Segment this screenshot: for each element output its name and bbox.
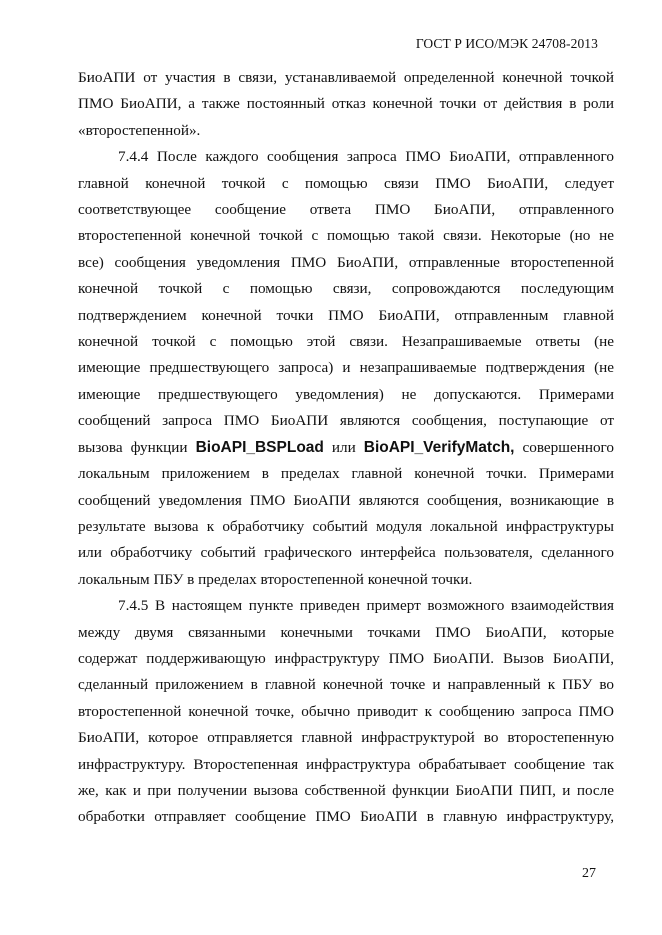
text-line: конечной точкой с помощью этой связи. Незапрашиваемые ответы (не — [78, 333, 614, 351]
paragraph-continuation — [78, 65, 614, 144]
text-line: «второстепенной». — [78, 121, 201, 139]
page-number: 27 — [582, 866, 596, 881]
text-line: конечной точкой с помощью связи, сопровождаются последующим — [78, 280, 614, 298]
text-fragment: совершенного — [514, 438, 614, 456]
text-line: ПМО БиоАПИ, а также постоянный отказ конечной точки от действия в роли — [78, 95, 614, 113]
text-line: БиоАПИ, которое отправляется главной инфраструктурой во второстепенную — [78, 729, 614, 747]
text-line: инфраструктуру. Второстепенная инфраструктура обрабатывает сообщение так — [78, 755, 614, 773]
function-name-bsp-load: BioAPI_BSPLoad — [195, 438, 324, 456]
text-line: сообщений уведомления ПМО БиоАПИ являются сообщения, возникающие в — [78, 491, 614, 509]
document-body — [78, 65, 614, 831]
standard-header: ГОСТ Р ИСО/МЭК 24708-2013 — [415, 36, 598, 51]
text-line: же, как и при получении вызова собственной функции БиоАПИ ПИП, и после — [78, 781, 614, 799]
text-line: результате вызова к обработчику событий модуля локальной инфраструктуры — [78, 517, 614, 535]
text-line: главной конечной точкой с помощью связи ПМО БиоАПИ, следует — [78, 174, 614, 192]
text-line: содержат поддерживающую инфраструктуру ПМО БиоАПИ. Вызов БиоАПИ, — [78, 649, 614, 667]
paragraph-7-4-4 — [78, 144, 614, 593]
text-line: 7.4.4 После каждого сообщения запроса ПМО БиоАПИ, отправленного — [118, 148, 614, 166]
text-line: локальным ПБУ в пределах второстепенной конечной точки. — [78, 570, 473, 588]
text-line: локальным приложением в пределах главной конечной точки. Примерами — [78, 465, 614, 483]
text-line: между двумя связанными конечными точками ПМО БиоАПИ, которые — [78, 623, 614, 641]
text-fragment: вызова функции — [78, 438, 196, 456]
function-name-verify-match: BioAPI_VerifyMatch, — [363, 438, 515, 456]
text-line: сделанный приложением в главной конечной точке и направленный к ПБУ во — [78, 676, 614, 694]
text-line: второстепенной конечной точкой с помощью такой связи. Некоторые (но не — [78, 227, 614, 245]
text-fragment: или — [323, 438, 364, 456]
paragraph-7-4-5 — [78, 593, 614, 831]
text-line: все) сообщения уведомления ПМО БиоАПИ, отправленные второстепенной — [78, 253, 614, 271]
text-line: БиоАПИ от участия в связи, устанавливаемой определенной конечной точкой — [78, 69, 614, 86]
text-line-functions — [78, 435, 614, 461]
text-line: 7.4.5 В настоящем пункте приведен примерт возможного взаимодействия — [118, 597, 614, 615]
text-line: соответствующее сообщение ответа ПМО БиоАПИ, отправленного — [78, 201, 614, 219]
text-line: обработки отправляет сообщение ПМО БиоАПИ в главную инфраструктуру, — [78, 808, 614, 826]
text-line: сообщений запроса ПМО БиоАПИ являются сообщения, поступающие от — [78, 412, 614, 430]
text-line: или обработчику событий графического интерфейса пользователя, сделанного — [78, 544, 614, 562]
text-line: имеющие предшествующего запроса) и незапрашиваемые подтверждения (не — [78, 359, 614, 377]
text-line: имеющие предшествующего уведомления) не допускаются. Примерами — [78, 385, 614, 403]
text-line: подтверждением конечной точки ПМО БиоАПИ, отправленным главной — [78, 306, 614, 324]
text-line: второстепенной конечной точке, обычно приводит к сообщению запроса ПМО — [78, 702, 614, 720]
